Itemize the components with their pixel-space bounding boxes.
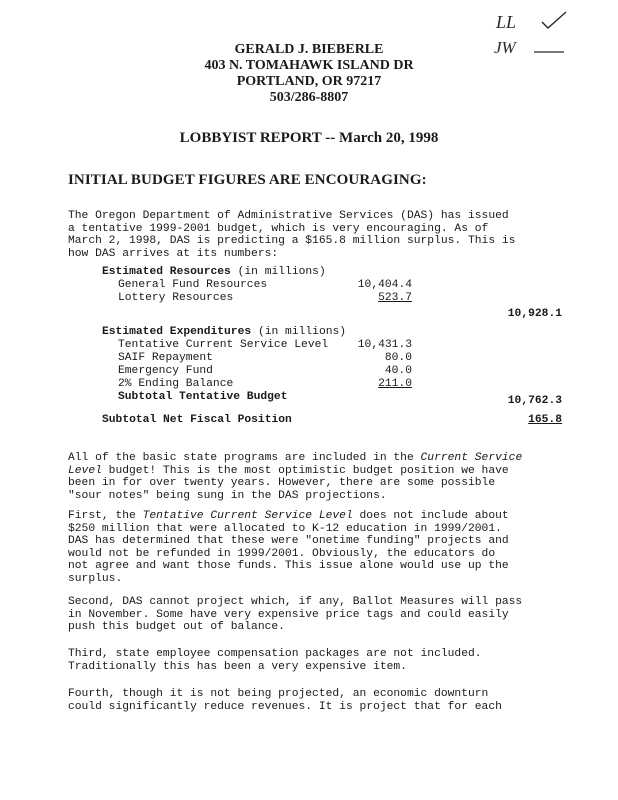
handwritten-initials-top: LL	[496, 12, 517, 32]
emphasis-text: Level	[68, 464, 102, 477]
subtotal-tentative-value: 10,762.3	[507, 395, 562, 407]
net-position-value: 165.8	[528, 414, 562, 426]
budget-row-value: 40.0	[384, 365, 412, 377]
paragraph-line: not agree and want those funds. This issue alone would use up the	[68, 560, 509, 573]
text-run: budget! This is the most optimistic budget position we have	[101, 464, 509, 477]
budget-row-value: 80.0	[384, 352, 412, 364]
address-line: 403 N. TOMAHAWK ISLAND DR	[204, 58, 414, 73]
resources-total: 10,928.1	[507, 308, 562, 320]
intro-line: March 2, 1998, DAS is predicting a $165.8 million surplus. This is	[68, 235, 516, 248]
resources-heading: Estimated Resources	[102, 266, 231, 278]
emphasis-text: Current Service	[420, 452, 523, 464]
budget-row-label: 2% Ending Balance	[118, 378, 234, 390]
subtotal-tentative-row	[102, 391, 562, 407]
paragraph-line: push this budget out of balance.	[68, 621, 285, 634]
paragraph-line: Second, DAS cannot project which, if any, Ballot Measures will pass	[68, 596, 523, 608]
subtotal-tentative-label: Subtotal Tentative Budget	[118, 391, 288, 403]
paragraph-line: $250 million that were allocated to K-12 education in 1999/2001.	[68, 522, 502, 535]
budget-row	[102, 292, 562, 305]
budget-row-value: 10,404.4	[357, 279, 412, 291]
paragraph-line: would not be refunded in 1999/2001. Obviously, the educators do	[68, 547, 496, 560]
paragraph-line: Third, state employee compensation packages are not included.	[68, 648, 482, 660]
resources-total-row	[102, 308, 562, 321]
expenditures-heading-row	[102, 326, 562, 339]
expenditures-unit: (in millions)	[257, 326, 347, 338]
check-mark-icon	[542, 12, 566, 28]
second-concern-paragraph	[68, 596, 548, 634]
section-heading: INITIAL BUDGET FIGURES ARE ENCOURAGING:	[68, 172, 427, 188]
budget-row	[102, 279, 562, 292]
paragraph-line: Fourth, though it is not being projected, an economic downturn	[68, 688, 489, 700]
text-run: All of the basic state programs are included in the	[68, 452, 421, 464]
resources-unit: (in millions)	[237, 266, 326, 278]
text-run: does not include about	[352, 510, 509, 522]
current-service-paragraph	[68, 452, 548, 502]
budget-row-label: Tentative Current Service Level	[118, 339, 329, 351]
paragraph-line: "sour notes" being sung in the DAS projections.	[68, 489, 387, 502]
fourth-concern-paragraph	[68, 688, 548, 713]
resources-heading-row	[102, 266, 562, 279]
net-position-label: Subtotal Net Fiscal Position	[102, 414, 292, 426]
budget-row	[102, 365, 562, 378]
first-concern-paragraph	[68, 510, 548, 586]
intro-line: a tentative 1999-2001 budget, which is very encouraging. As of	[68, 222, 489, 235]
budget-row-value: 523.7	[378, 292, 412, 304]
handwritten-initials-bottom: JW	[494, 38, 516, 57]
emphasis-text: Tentative Current Service Level	[142, 510, 353, 522]
paragraph-line: could significantly reduce revenues. It is project that for each	[68, 700, 502, 713]
author-name: GERALD J. BIEBERLE	[234, 42, 384, 57]
budget-row-label: Lottery Resources	[118, 292, 234, 304]
text-run: First, the	[68, 510, 143, 522]
net-position-row	[102, 414, 562, 427]
paragraph-line: DAS has determined that these were "onetime funding" projects and	[68, 535, 509, 548]
intro-line: how DAS arrives at its numbers:	[68, 247, 279, 260]
budget-row	[102, 378, 562, 391]
budget-row-value: 211.0	[378, 378, 412, 390]
budget-row-label: SAIF Repayment	[118, 352, 213, 364]
paragraph-line: in November. Some have very expensive price tags and could easily	[68, 608, 509, 621]
budget-row	[102, 352, 562, 365]
third-concern-paragraph	[68, 648, 548, 673]
budget-row-label: General Fund Resources	[118, 279, 268, 291]
budget-row-value: 10,431.3	[357, 339, 412, 351]
intro-line: The Oregon Department of Administrative Services (DAS) has issued	[68, 210, 509, 222]
phone-line: 503/286-8807	[269, 90, 349, 105]
report-title: LOBBYIST REPORT -- March 20, 1998	[179, 130, 439, 146]
city-line: PORTLAND, OR 97217	[236, 74, 382, 89]
expenditures-heading: Estimated Expenditures	[102, 326, 252, 338]
paragraph-line: surplus.	[68, 572, 123, 585]
intro-paragraph	[68, 210, 548, 260]
budget-row-label: Emergency Fund	[118, 365, 213, 377]
paragraph-line: been in for over twenty years. However, there are some possible	[68, 477, 496, 490]
budget-row	[102, 339, 562, 352]
budget-table	[102, 266, 562, 432]
paragraph-line: Traditionally this has been a very expensive item.	[68, 660, 407, 673]
